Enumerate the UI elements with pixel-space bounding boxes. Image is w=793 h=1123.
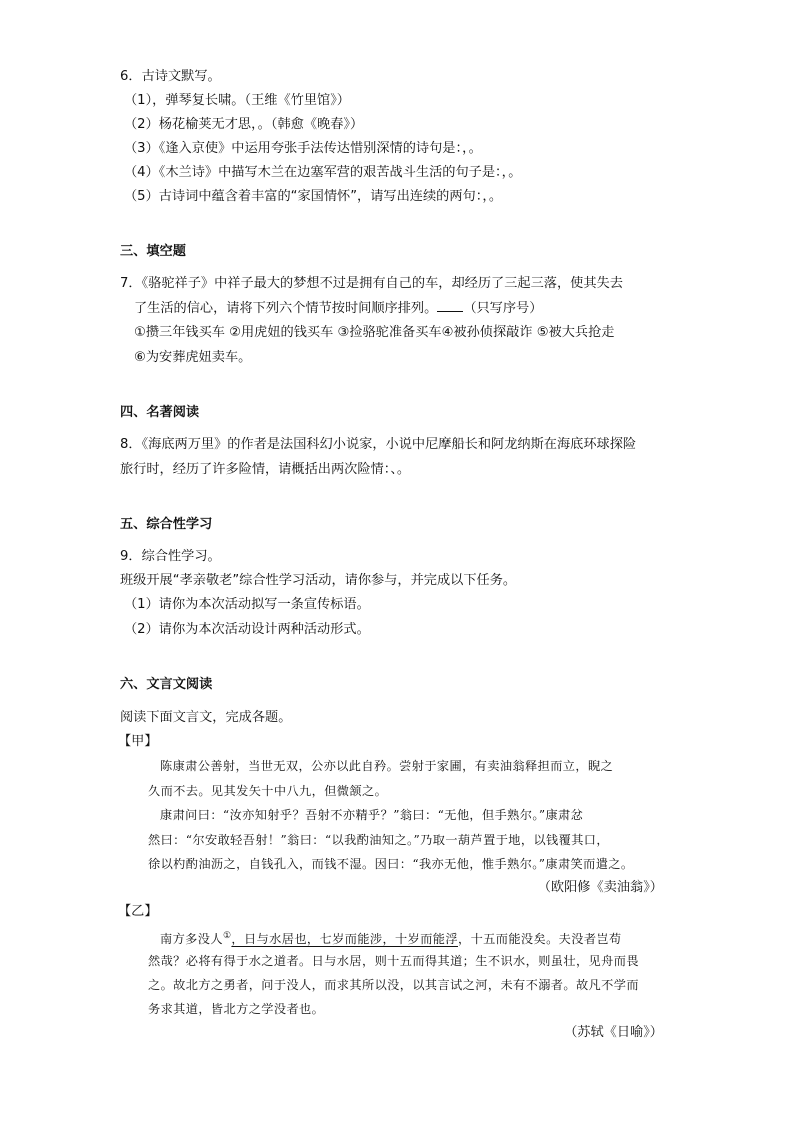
q6-item-4: （4）《木兰诗》中描写木兰在边塞军营的艰苦战斗生活的句子是：，。 <box>124 165 522 180</box>
q6-item-2: （2）杨花榆荚无才思，。（韩愈《晚春》） <box>124 117 364 132</box>
section-5-heading: 五、综合性学习 <box>120 517 213 532</box>
passage-yi-line-1-end: ，十五而能没矣。夫没者岂苟 <box>457 932 622 947</box>
reading-intro: 阅读下面文言文，完成各题。 <box>120 710 292 725</box>
q6-item-3: （3）《逢入京使》中运用夸张手法传达惜别深情的诗句是：，。 <box>124 141 482 156</box>
q7-line-2 <box>134 299 542 318</box>
q9-intro: 班级开展“孝亲敬老”综合性学习活动，请你参与，并完成以下任务。 <box>120 573 517 588</box>
q8-line-2: 旅行时，经历了许多险情，请概括出两次险情：、。 <box>120 462 411 477</box>
passage-jia-line-3: 康肃问曰：“汝亦知射乎？吾射不亦精乎？”翁曰：“无他，但手熟尔。”康肃忿 <box>160 808 584 822</box>
section-4-heading: 四、名著阅读 <box>120 405 200 420</box>
passage-yi-line-1-start: 南方多没人 <box>160 932 223 947</box>
section-6-heading: 六、文言文阅读 <box>120 677 213 692</box>
passage-yi-source: （苏轼《日喻》） <box>564 1025 663 1040</box>
q7-line-2-text: 了生活的信心，请将下列六个情节按时间顺序排列。 <box>134 301 438 316</box>
q9-item-2: （2）请你为本次活动设计两种活动形式。 <box>124 622 370 637</box>
answer-blank[interactable] <box>437 299 463 312</box>
q6-item-1: （1），弹琴复长啸。（王维《竹里馆》） <box>124 93 350 108</box>
passage-jia-label: 【甲】 <box>118 734 158 749</box>
passage-jia-line-2: 久而不去。见其发矢十中八九，但微颔之。 <box>148 784 388 798</box>
q8-line-1: 8．《海底两万里》的作者是法国科幻小说家，小说中尼摩船长和阿龙纳斯在海底环球探险 <box>120 437 637 452</box>
footnote-marker: ① <box>222 931 232 941</box>
passage-jia-line-1: 陈康肃公善射，当世无双，公亦以此自矜。尝射于家圃，有卖油翁释担而立，睨之 <box>160 759 614 773</box>
underlined-sentence: ，日与水居也，七岁而能涉，十岁而能浮 <box>231 932 458 947</box>
q9-item-1: （1）请你为本次活动拟写一条宣传标语。 <box>124 597 370 612</box>
q7-line-2-note: （只写序号） <box>463 301 543 316</box>
q7-options-2: ⑥为安葬虎妞卖车。 <box>134 350 252 365</box>
q6-stem: 6．古诗文默写。 <box>120 69 221 84</box>
section-3-heading: 三、填空题 <box>120 244 186 259</box>
passage-yi-line-3: 之。故北方之勇者，问于没人，而求其所以没，以其言试之河，未有不溺者。故凡不学而 <box>148 978 639 992</box>
q9-stem: 9．综合性学习。 <box>120 549 221 564</box>
passage-yi-line-4: 务求其道，皆北方之学没者也。 <box>148 1002 325 1016</box>
passage-yi-line-2: 然哉？必将有得于水之道者。日与水居，则十五而得其道；生不识水，则虽壮，见舟而畏 <box>148 954 639 968</box>
passage-yi-label: 【乙】 <box>118 904 158 919</box>
passage-yi-line-1 <box>160 927 622 948</box>
passage-jia-source: （欧阳修《卖油翁》） <box>537 880 663 895</box>
q6-item-5: （5）古诗词中蕴含着丰富的“家国情怀”，请写出连续的两句：，。 <box>124 189 503 204</box>
q7-line-1: 7．《骆驼祥子》中祥子最大的梦想不过是拥有自己的车，却经历了三起三落，使其失去 <box>120 276 623 291</box>
q7-options-1: ①攒三年钱买车 ②用虎妞的钱买车 ③捡骆驼准备买车④被孙侦探敲诈 ⑤被大兵抢走 <box>134 325 615 340</box>
passage-jia-line-4: 然曰：“尔安敢轻吾射！”翁曰：“以我酌油知之。”乃取一葫芦置于地，以钱覆其口， <box>148 833 609 847</box>
passage-jia-line-5: 徐以杓酌油沥之，自钱孔入，而钱不湿。因曰：“我亦无他，惟手熟尔。”康肃笑而遣之。 <box>148 857 634 871</box>
